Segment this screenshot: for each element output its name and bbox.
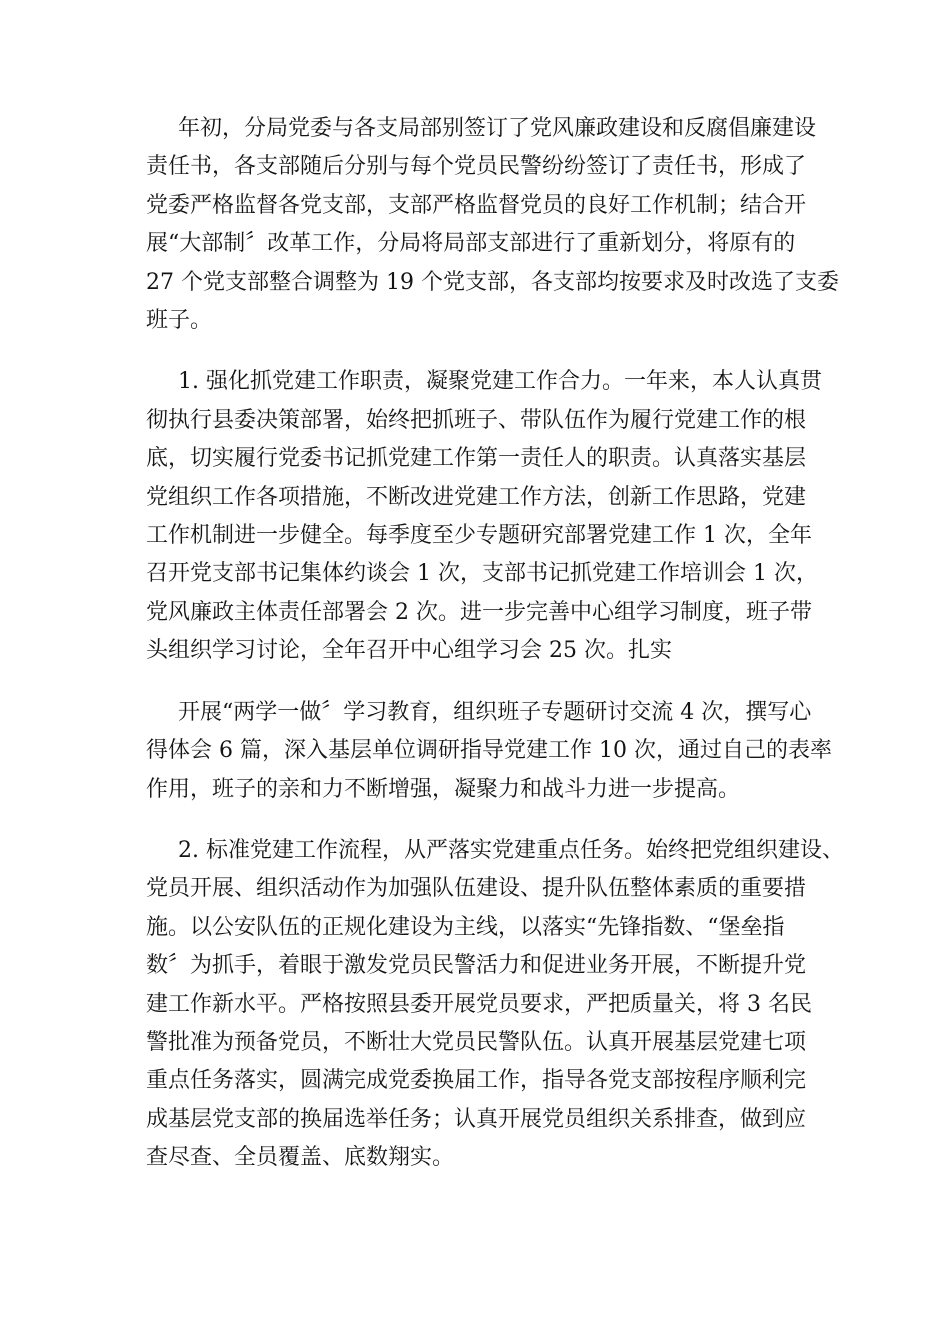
text-line: 1. 强化抓党建工作职责，凝聚党建工作合力。一年来，本人认真贯 [178, 369, 822, 395]
text-line: 年初，分局党委与各支局部别签订了党风廉政建设和反腐倡廉建设 [178, 116, 817, 141]
text-line: 成基层党支部的换届选举任务；认真开展党员组织关系排查，做到应 [146, 1106, 807, 1132]
text-line: 党员开展、组织活动作为加强队伍建设、提升队伍整体素质的重要措 [146, 876, 807, 902]
text-line: 党风廉政主体责任部署会 2 次。进一步完善中心组学习制度，班子带 [146, 599, 812, 625]
document-body [146, 110, 844, 1178]
text-line: 责任书，各支部随后分别与每个党员民警纷纷签订了责任书，形成了 [146, 154, 807, 180]
text-line: 建工作新水平。严格按照县委开展党员要求，严把质量关，将 3 名民 [146, 991, 812, 1017]
text-line: 开展“两学一做〞学习教育，组织班子专题研讨交流 4 次，撰写心 [178, 699, 812, 725]
text-line: 数〞为抓手，着眼于激发党员民警活力和促进业务开展，不断提升党 [146, 953, 807, 979]
text-line: 2. 标准党建工作流程，从严落实党建重点任务。始终把党组织建设、 [178, 837, 844, 863]
text-line: 头组织学习讨论，全年召开中心组学习会 25 次。扎实 [146, 638, 672, 664]
paragraph-spacer [146, 340, 816, 363]
paragraph-responsibility-letters [146, 110, 839, 340]
text-line: 得体会 6 篇，深入基层单位调研指导党建工作 10 次，通过自己的表率 [146, 738, 832, 764]
text-line: 警批准为预备党员，不断壮大党员民警队伍。认真开展基层党建七项 [146, 1029, 807, 1055]
text-line: 党委严格监督各党支部，支部严格监督党员的良好工作机制；结合开 [146, 192, 807, 218]
text-line: 召开党支部书记集体约谈会 1 次，支部书记抓党建工作培训会 1 次， [146, 561, 818, 587]
text-line: 施。以公安队伍的正规化建设为主线，以落实“先锋指数、“堡垒指 [146, 914, 785, 940]
paragraph-item-1-continued [146, 694, 832, 809]
paragraph-spacer [146, 809, 816, 832]
text-line: 重点任务落实，圆满完成党委换届工作，指导各党支部按程序顺利完 [146, 1068, 807, 1094]
text-line: 工作机制进一步健全。每季度至少专题研究部署党建工作 1 次，全年 [146, 523, 812, 549]
paragraph-item-1 [146, 363, 822, 670]
text-line: 彻执行县委决策部署，始终把抓班子、带队伍作为履行党建工作的根 [146, 407, 807, 433]
paragraph-spacer [146, 671, 816, 694]
text-line: 党组织工作各项措施，不断改进党建工作方法，创新工作思路，党建 [146, 484, 807, 510]
text-line: 底，切实履行党委书记抓党建工作第一责任人的职责。认真落实基层 [146, 446, 807, 472]
text-line: 班子。 [146, 308, 213, 334]
text-line: 作用，班子的亲和力不断增强，凝聚力和战斗力进一步提高。 [146, 776, 741, 802]
text-line: 查尽查、全员覆盖、底数翔实。 [146, 1145, 455, 1171]
paragraph-item-2 [146, 832, 844, 1178]
text-line: 展“大部制〞改革工作，分局将局部支部进行了重新划分，将原有的 [146, 231, 796, 257]
text-line: 27 个党支部整合调整为 19 个党支部，各支部均按要求及时改选了支委 [146, 269, 839, 295]
